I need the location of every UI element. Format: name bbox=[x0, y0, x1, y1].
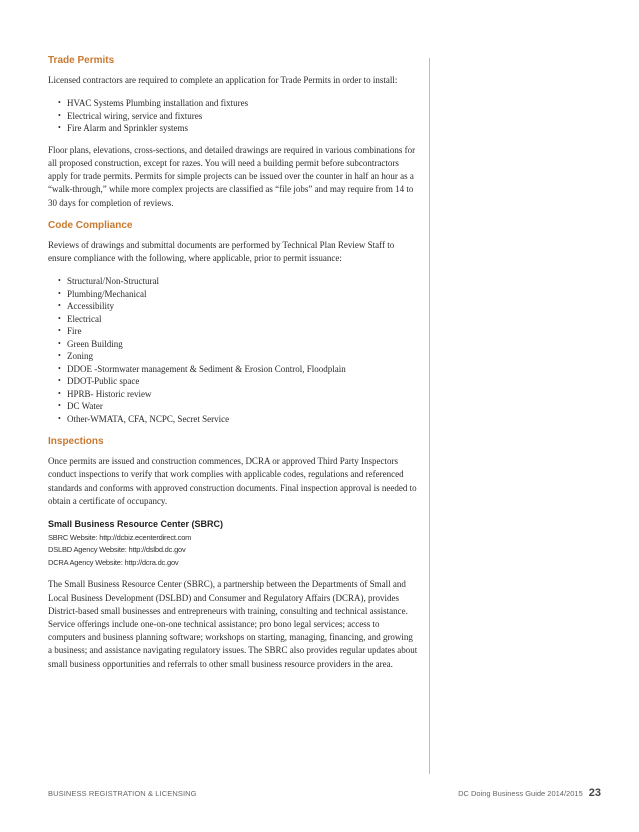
sbrc-websites bbox=[48, 532, 418, 570]
footer-guide-title: DC Doing Business Guide 2014/2015 bbox=[458, 789, 583, 798]
sbrc-website-link[interactable]: SBRC Website: http://dcbiz.ecenterdirect.com bbox=[48, 532, 192, 542]
trade-permits-body: Floor plans, elevations, cross-sections, and detailed drawings are required in various combinations for all proposed construction, except for razes. You will need a building permit before subcontractors apply for trade permits. Permits for simple projects can be issued over the counter in half an hour as a “walk-through,” while more complex projects are classified as “file jobs” and may require from 14 to 30 days for completion of reviews. bbox=[48, 144, 416, 208]
list-item: • Fire Alarm and Sprinkler systems bbox=[58, 122, 418, 135]
list-item: • DDOE -Stormwater management & Sediment & Erosion Control, Floodplain bbox=[58, 363, 418, 376]
list-item: • Zoning bbox=[58, 350, 418, 363]
column-divider bbox=[429, 58, 430, 774]
dcra-website-link[interactable]: DCRA Agency Website: http://dcra.dc.gov bbox=[48, 557, 179, 567]
code-compliance-section bbox=[48, 219, 418, 425]
footer-guide-info bbox=[458, 787, 601, 799]
code-compliance-list bbox=[48, 275, 418, 425]
dslbd-website-link[interactable]: DSLBD Agency Website: http://dslbd.dc.gov bbox=[48, 545, 186, 555]
list-item: • Electrical bbox=[58, 313, 418, 326]
list-item: • Electrical wiring, service and fixtures bbox=[58, 110, 418, 123]
list-item: • HVAC Systems Plumbing installation and fixtures bbox=[58, 97, 418, 110]
sbrc-section bbox=[48, 518, 418, 671]
trade-permits-section bbox=[48, 54, 418, 210]
main-column bbox=[48, 54, 418, 671]
inspections-heading: Inspections bbox=[48, 436, 104, 448]
list-item: • Other-WMATA, CFA, NCPC, Secret Service bbox=[58, 413, 418, 426]
list-item: • DC Water bbox=[58, 400, 418, 413]
list-item: • DDOT-Public space bbox=[58, 375, 418, 388]
inspections-body: Once permits are issued and construction commences, DCRA or approved Third Party Inspectors conduct inspections to verify that work complies with applicable codes, regulations and referenced standards and conforms with approved construction documents. Final inspection approval is needed to obtain a certificate of occupancy. bbox=[48, 456, 417, 506]
list-item: • Plumbing/Mechanical bbox=[58, 288, 418, 301]
code-compliance-heading: Code Compliance bbox=[48, 219, 133, 231]
trade-permits-intro: Licensed contractors are required to complete an application for Trade Permits in order to install: bbox=[48, 75, 398, 85]
sbrc-body: The Small Business Resource Center (SBRC), a partnership between the Departments of Small and Local Business Development (DSLBD) and Consumer and Regulatory Affairs (DCRA), provides District-based small businesses and entrepreneurs with training, consulting and technical assistance. Service offerings include one-on-one technical assistance; pro bono legal services; access to computers and business planning software; workshops on starting, managing, financing, and growing a business; and assistance navigating regulatory issues. The SBRC also provides regular updates about small business opportunities and referrals to other small business resource providers in the area. bbox=[48, 579, 418, 669]
trade-permits-heading: Trade Permits bbox=[48, 55, 115, 66]
footer-section-label: BUSINESS REGISTRATION & LICENSING bbox=[48, 789, 197, 798]
list-item: • Accessibility bbox=[58, 300, 418, 313]
list-item: • Fire bbox=[58, 325, 418, 338]
list-item: • Green Building bbox=[58, 338, 418, 351]
code-compliance-intro: Reviews of drawings and submittal documents are performed by Technical Plan Review Staff to ensure compliance with the following, where applicable, prior to permit issuance: bbox=[48, 239, 395, 263]
page-number: 23 bbox=[588, 787, 601, 799]
inspections-section bbox=[48, 435, 418, 508]
sbrc-title: Small Business Resource Center (SBRC) bbox=[48, 518, 224, 529]
trade-permits-list bbox=[48, 97, 418, 135]
list-item: • Structural/Non-Structural bbox=[58, 275, 418, 288]
list-item: • HPRB- Historic review bbox=[58, 388, 418, 401]
